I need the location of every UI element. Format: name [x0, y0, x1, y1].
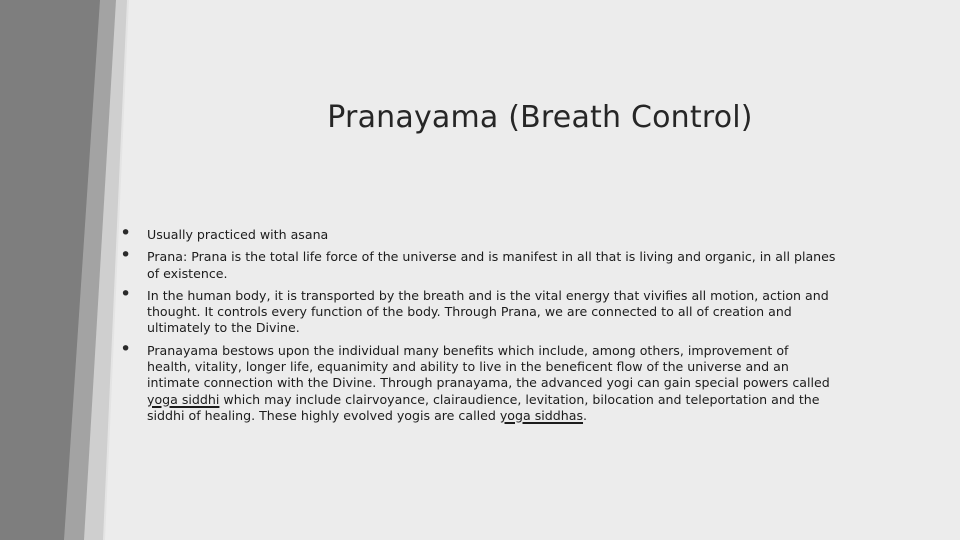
bullet-text: ultimately to the Divine.	[147, 320, 300, 336]
bullet-glyph: •	[120, 244, 132, 267]
bullet-text: intimate connection with the Divine. Through pranayama, the advanced yogi can gain special powers called	[147, 375, 830, 391]
bullet-text: of existence.	[147, 265, 228, 281]
bullet-text: thought. It controls every function of the body. Through Prana, we are connected to all of creation and	[147, 304, 792, 320]
bullet-text-segment: siddhi of healing. These highly evolved yogis are called	[147, 407, 500, 423]
bullet-item	[120, 337, 900, 424]
bullet-text	[147, 408, 900, 424]
bullet-text-segment: which may include clairvoyance, clairaudience, levitation, bilocation and teleportation and the	[219, 391, 820, 407]
term-yoga-siddhas: yoga siddhas	[499, 407, 584, 423]
bullet-glyph: •	[120, 337, 132, 360]
bullet-glyph: •	[120, 222, 132, 244]
bullet-text: Pranayama bestows upon the individual many benefits which include, among others, improvement of	[147, 342, 789, 358]
slide-title: Pranayama (Breath Control)	[327, 100, 753, 135]
bullet-text	[147, 392, 900, 408]
bullet-list	[120, 222, 900, 424]
bullet-item	[120, 222, 900, 244]
term-yoga-siddhi: yoga siddhi	[147, 391, 220, 407]
bullet-text-segment: .	[583, 407, 588, 423]
bullet-glyph: •	[120, 282, 132, 305]
bullet-text: Usually practiced with asana	[147, 227, 329, 242]
bullet-text: Prana: Prana is the total life force of the universe and is manifest in all that is living and organic, in all planes	[147, 249, 836, 265]
bullet-text: In the human body, it is transported by the breath and is the vital energy that vivifies all motion, action and	[147, 287, 829, 303]
bullet-text: health, vitality, longer life, equanimity and ability to live in the beneficent flow of the universe and an	[147, 359, 789, 375]
bullet-item	[120, 282, 900, 337]
bullet-item	[120, 244, 900, 282]
